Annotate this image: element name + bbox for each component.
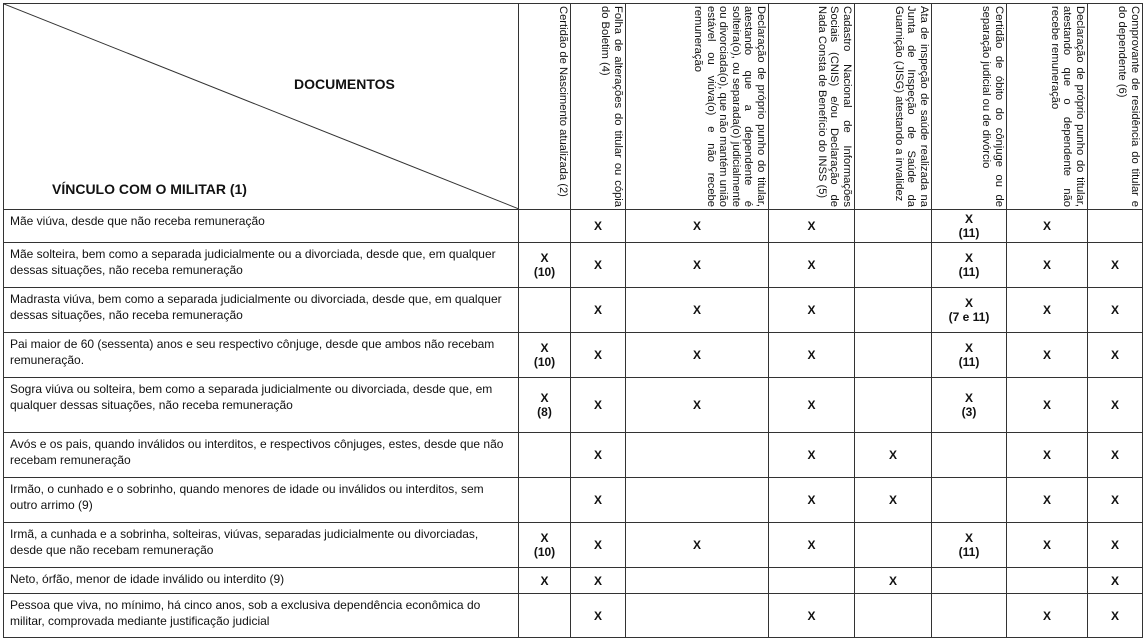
- row-label: Mãe solteira, bem como a separada judicialmente ou a divorciada, desde que, em qualquer dessas situações, não receba remuneração: [4, 243, 519, 288]
- row-label: Irmã, a cunhada e a sobrinha, solteiras, viúvas, separadas judicialmente ou divorciadas, desde que não recebam remuneração: [4, 523, 519, 568]
- check-mark: X: [593, 538, 602, 552]
- table-cell: [626, 288, 769, 333]
- table-row: [4, 478, 1143, 523]
- check-mark: X: [540, 391, 549, 405]
- column-header-text: Certidão de Nascimento atualizada (2): [557, 6, 569, 197]
- check-mark: X: [888, 493, 897, 507]
- column-header-6: [932, 4, 1007, 210]
- check-mark: X: [692, 398, 701, 412]
- check-mark: X: [964, 251, 973, 265]
- check-mark: X: [807, 303, 816, 317]
- table-cell: [1088, 243, 1143, 288]
- table-cell: [571, 568, 626, 594]
- table-cell: [1007, 523, 1088, 568]
- check-mark: X: [692, 538, 701, 552]
- table-cell: [626, 568, 769, 594]
- check-mark: X: [1042, 538, 1051, 552]
- table-cell: [626, 333, 769, 378]
- check-mark: X: [593, 493, 602, 507]
- table-cell: [769, 433, 855, 478]
- check-mark: X: [1110, 608, 1119, 623]
- table-cell: [571, 523, 626, 568]
- table-cell: [626, 243, 769, 288]
- table-cell: [1088, 523, 1143, 568]
- table-row: [4, 523, 1143, 568]
- table-cell: [855, 243, 932, 288]
- table-cell: [571, 210, 626, 243]
- table-cell: [855, 568, 932, 594]
- table-cell: [932, 288, 1007, 333]
- column-header-text: Comprovante de residência do titular e do dependente (6): [1116, 6, 1141, 207]
- check-mark: X: [1042, 608, 1051, 623]
- table-cell: [932, 433, 1007, 478]
- check-mark: X: [692, 219, 701, 233]
- table-cell: [855, 378, 932, 433]
- check-mark: X: [1110, 573, 1119, 588]
- footnote-ref: (8): [537, 405, 552, 419]
- check-mark: X: [1042, 493, 1051, 507]
- row-label: Sogra viúva ou solteira, bem como a separada judicialmente ou divorciada, desde que, em qualquer dessas situações, não receba remuneração: [4, 378, 519, 433]
- table-cell: [571, 378, 626, 433]
- table-cell: [932, 523, 1007, 568]
- check-mark: X: [593, 303, 602, 317]
- check-mark: X: [964, 531, 973, 545]
- table-cell: [626, 523, 769, 568]
- table-row: [4, 288, 1143, 333]
- table-cell: [1007, 333, 1088, 378]
- table-cell: [626, 378, 769, 433]
- column-header-4: [769, 4, 855, 210]
- table-cell: [932, 210, 1007, 243]
- footnote-ref: (3): [961, 405, 977, 419]
- table-row: [4, 333, 1143, 378]
- table-cell: [769, 594, 855, 638]
- table-cell: [855, 210, 932, 243]
- column-header-wrap: [1088, 4, 1142, 209]
- column-header-8: [1088, 4, 1143, 210]
- diagonal-divider: [4, 4, 519, 209]
- corner-cell: [4, 4, 519, 210]
- row-label: Neto, órfão, menor de idade inválido ou interdito (9): [4, 568, 519, 594]
- table-cell: [1088, 568, 1143, 594]
- table-cell: [1007, 594, 1088, 638]
- table-cell: [769, 523, 855, 568]
- column-header-text: Folha de alterações do titular ou cópia do Boletim (4): [599, 6, 624, 207]
- check-mark: X: [807, 398, 816, 412]
- table-cell: [855, 594, 932, 638]
- vinculo-heading: VÍNCULO COM O MILITAR (1): [52, 181, 247, 197]
- table-cell: [855, 478, 932, 523]
- table-cell: [769, 210, 855, 243]
- table-cell: [571, 288, 626, 333]
- check-mark: X: [540, 341, 549, 355]
- table-cell: [519, 243, 571, 288]
- check-mark: X: [593, 398, 602, 412]
- table-cell: [571, 243, 626, 288]
- table-cell: [769, 378, 855, 433]
- check-mark: X: [1110, 538, 1119, 552]
- header-row: [4, 4, 1143, 210]
- check-mark: X: [807, 258, 816, 272]
- check-mark: X: [1110, 398, 1119, 412]
- footnote-ref: (7 e 11): [948, 310, 990, 324]
- table-row: [4, 433, 1143, 478]
- check-mark: X: [593, 448, 602, 462]
- table-cell: [855, 433, 932, 478]
- table-cell: [932, 478, 1007, 523]
- table-cell: [1088, 333, 1143, 378]
- row-label: Irmão, o cunhado e o sobrinho, quando menores de idade ou inválidos ou interditos, sem outro arrimo (9): [4, 478, 519, 523]
- check-mark: X: [593, 258, 602, 272]
- check-mark: X: [1110, 303, 1119, 317]
- column-header-text: Ata de inspeção de saúde realizada na Junta de Inspeção de Saúde da Guarnição (JISG) atestando a invalidez: [893, 6, 930, 207]
- check-mark: X: [964, 341, 973, 355]
- table-cell: [626, 210, 769, 243]
- check-mark: X: [807, 493, 816, 507]
- table-cell: [855, 333, 932, 378]
- column-header-wrap: [769, 4, 854, 209]
- table-cell: [519, 523, 571, 568]
- table-cell: [1007, 243, 1088, 288]
- column-header-3: [626, 4, 769, 210]
- footnote-ref: (11): [958, 355, 980, 369]
- check-mark: X: [1042, 398, 1051, 412]
- check-mark: X: [692, 348, 701, 362]
- column-header-wrap: [519, 4, 570, 209]
- check-mark: X: [964, 212, 973, 226]
- table-cell: [571, 433, 626, 478]
- check-mark: X: [964, 391, 973, 405]
- table-body: [4, 210, 1143, 638]
- check-mark: X: [1110, 493, 1119, 507]
- column-header-7: [1007, 4, 1088, 210]
- table-cell: [1007, 210, 1088, 243]
- row-label: Avós e os pais, quando inválidos ou interditos, e respectivos cônjuges, estes, desde que não recebam remuneração: [4, 433, 519, 478]
- table-cell: [519, 433, 571, 478]
- check-mark: X: [1042, 303, 1051, 317]
- table-cell: [855, 288, 932, 333]
- column-header-text: Declaração de próprio punho do titular, atestando que a dependente é solteira(o), ou separada(o) judicialmente ou divorciada(o), que não mantém união estável ou viúva(o) e não recebe remuneração: [692, 6, 767, 207]
- check-mark: X: [807, 348, 816, 362]
- column-header-wrap: [571, 4, 625, 209]
- table-cell: [626, 478, 769, 523]
- table-cell: [932, 243, 1007, 288]
- column-header-1: [519, 4, 571, 210]
- column-header-text: Cadastro Nacional de Informações Sociais (CNIS) e/ou Declaração de Nada Consta de Benefício do INSS (5): [816, 6, 853, 207]
- check-mark: X: [807, 538, 816, 552]
- table-cell: [1007, 433, 1088, 478]
- check-mark: X: [1042, 258, 1051, 272]
- column-header-wrap: [855, 4, 931, 209]
- check-mark: X: [888, 573, 897, 588]
- row-label: Mãe viúva, desde que não receba remuneração: [4, 210, 519, 243]
- table-row: [4, 378, 1143, 433]
- check-mark: X: [964, 296, 973, 310]
- column-header-2: [571, 4, 626, 210]
- table-cell: [519, 210, 571, 243]
- check-mark: X: [692, 258, 701, 272]
- check-mark: X: [807, 219, 816, 233]
- table-row: [4, 210, 1143, 243]
- footnote-ref: (10): [533, 265, 556, 279]
- table-cell: [571, 478, 626, 523]
- table-cell: [1088, 594, 1143, 638]
- table-row: [4, 568, 1143, 594]
- column-header-text: Certidão de óbito do cônjuge ou de separação judicial ou de divórcio: [980, 6, 1005, 207]
- column-header-wrap: [1007, 4, 1087, 209]
- table-cell: [932, 378, 1007, 433]
- table-cell: [1007, 568, 1088, 594]
- table-cell: [519, 288, 571, 333]
- check-mark: X: [1042, 219, 1051, 233]
- table-cell: [519, 594, 571, 638]
- check-mark: X: [807, 448, 816, 462]
- column-header-wrap: [932, 4, 1006, 209]
- table-cell: [855, 523, 932, 568]
- table-cell: [519, 568, 571, 594]
- check-mark: X: [1042, 348, 1051, 362]
- documentos-heading: DOCUMENTOS: [294, 76, 395, 92]
- check-mark: X: [593, 348, 602, 362]
- column-header-text: Declaração de próprio punho do titular, atestando que o dependente não recebe remuneração: [1049, 6, 1086, 207]
- table-cell: [571, 333, 626, 378]
- row-label: Pai maior de 60 (sessenta) anos e seu respectivo cônjuge, desde que ambos não recebam remuneração.: [4, 333, 519, 378]
- table-cell: [769, 243, 855, 288]
- check-mark: X: [540, 531, 549, 545]
- footnote-ref: (10): [533, 355, 556, 369]
- check-mark: X: [593, 608, 602, 623]
- table-cell: [519, 333, 571, 378]
- table-cell: [1007, 478, 1088, 523]
- table-cell: [1088, 478, 1143, 523]
- check-mark: X: [1042, 448, 1051, 462]
- table-cell: [932, 568, 1007, 594]
- check-mark: X: [540, 573, 549, 588]
- check-mark: X: [540, 251, 549, 265]
- check-mark: X: [1110, 258, 1119, 272]
- check-mark: X: [593, 219, 602, 233]
- check-mark: X: [807, 608, 816, 623]
- footnote-ref: (11): [958, 226, 980, 240]
- row-label: Madrasta viúva, bem como a separada judicialmente ou divorciada, desde que, em qualquer dessas situações, não receba remuneração: [4, 288, 519, 333]
- table-cell: [519, 378, 571, 433]
- table-cell: [519, 478, 571, 523]
- table-row: [4, 243, 1143, 288]
- table-cell: [769, 288, 855, 333]
- footnote-ref: (11): [958, 545, 980, 559]
- check-mark: X: [888, 448, 897, 462]
- table-cell: [626, 433, 769, 478]
- table-cell: [1088, 288, 1143, 333]
- footnote-ref: (11): [958, 265, 980, 279]
- table-cell: [1088, 378, 1143, 433]
- table-cell: [932, 594, 1007, 638]
- footnote-ref: (10): [533, 545, 556, 559]
- table-cell: [626, 594, 769, 638]
- table-cell: [1007, 378, 1088, 433]
- check-mark: X: [1110, 448, 1119, 462]
- check-mark: X: [692, 303, 701, 317]
- table-cell: [769, 478, 855, 523]
- table-cell: [1007, 288, 1088, 333]
- row-label: Pessoa que viva, no mínimo, há cinco anos, sob a exclusiva dependência econômica do militar, comprovada mediante justificação judicial: [4, 594, 519, 638]
- table-cell: [769, 568, 855, 594]
- table-cell: [769, 333, 855, 378]
- check-mark: X: [1110, 348, 1119, 362]
- column-header-5: [855, 4, 932, 210]
- check-mark: X: [593, 573, 602, 588]
- table-cell: [932, 333, 1007, 378]
- documents-table: [3, 3, 1143, 638]
- table-cell: [1088, 433, 1143, 478]
- column-header-wrap: [626, 4, 768, 209]
- table-cell: [1088, 210, 1143, 243]
- table-row: [4, 594, 1143, 638]
- table-cell: [571, 594, 626, 638]
